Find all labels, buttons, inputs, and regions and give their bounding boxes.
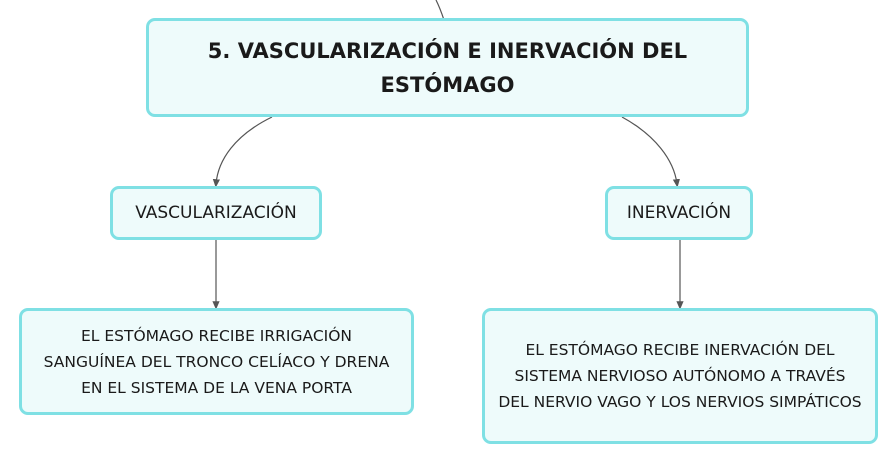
vascularizacion-detail-text: EL ESTÓMAGO RECIBE IRRIGACIÓN SANGUÍNEA DEL TRONCO CELÍACO Y DRENA EN EL SISTEMA DE LA VENA PORTA — [43, 326, 390, 397]
main-topic-label: 5. VASCULARIZACIÓN E INERVACIÓN DEL ESTÓMAGO — [207, 38, 688, 97]
connector-main-to-vascularizacion — [216, 117, 272, 184]
vascularizacion-label: VASCULARIZACIÓN — [135, 203, 297, 223]
inervacion-node[interactable] — [605, 186, 753, 240]
inervacion-label: INERVACIÓN — [626, 203, 732, 223]
connector-main-to-inervacion — [622, 117, 677, 184]
vascularizacion-detail-node[interactable] — [19, 308, 414, 415]
vascularizacion-node[interactable] — [110, 186, 322, 240]
inervacion-detail-node[interactable] — [482, 308, 878, 444]
inervacion-detail-text: EL ESTÓMAGO RECIBE INERVACIÓN DEL SISTEMA NERVIOSO AUTÓNOMO A TRAVÉS DEL NERVIO VAGO Y LOS NERVIOS SIMPÁTICOS — [498, 341, 862, 411]
incoming-connector — [436, 0, 444, 20]
main-topic-node[interactable] — [146, 18, 749, 117]
